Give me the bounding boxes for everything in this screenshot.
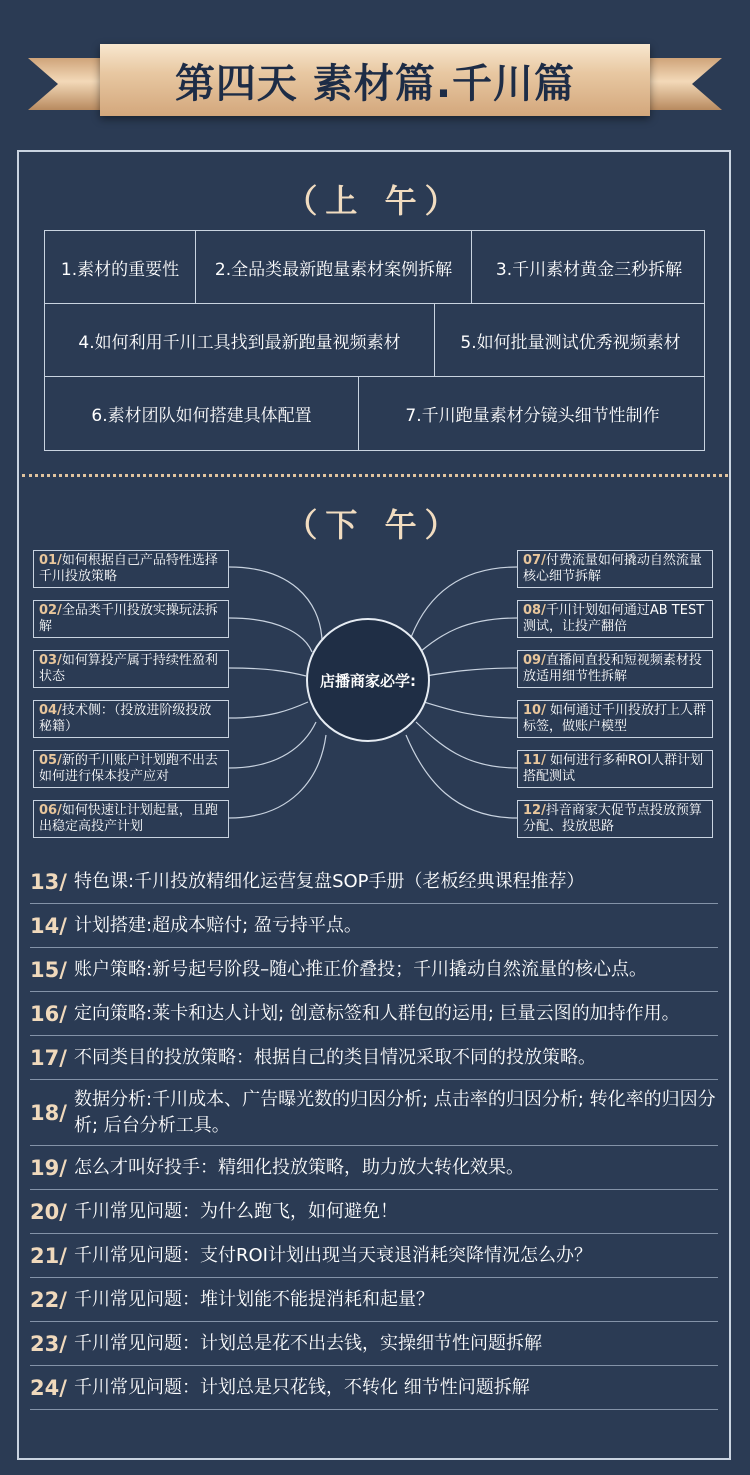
item-number: 13/	[30, 869, 67, 894]
item-text: 技术侧：（投放进阶级投放秘籍）	[39, 703, 212, 734]
item-number: 10/	[523, 703, 546, 718]
list-item	[30, 1146, 718, 1190]
list-item	[30, 948, 718, 992]
item-number: 24/	[30, 1375, 67, 1400]
item-text: 数据分析:千川成本、广告曝光数的归因分析; 点击率的归因分析; 转化率的归因分析; 后台分析工具。	[74, 1088, 716, 1136]
list-item	[30, 860, 718, 904]
item-number: 17/	[30, 1045, 67, 1070]
item-number: 19/	[30, 1155, 67, 1180]
mindmap-item	[33, 750, 229, 788]
mindmap-item	[33, 700, 229, 738]
mindmap-item	[517, 800, 713, 838]
grid-cell: 2.全品类最新跑量素材案例拆解	[195, 231, 471, 303]
page-title: 第四天 素材篇.千川篇	[174, 60, 576, 107]
mindmap-item	[33, 550, 229, 588]
list-item	[30, 904, 718, 948]
item-text: 新的千川账户计划跑不出去如何进行保本投产应对	[39, 753, 218, 784]
grid-cell: 7.千川跑量素材分镜头细节性制作	[358, 377, 706, 450]
list-item	[30, 992, 718, 1036]
mindmap-item	[33, 600, 229, 638]
mindmap-center	[306, 618, 430, 742]
mindmap-item	[33, 800, 229, 838]
item-number: 15/	[30, 957, 67, 982]
item-number: 11/	[523, 753, 546, 768]
item-text: 如何快速让计划起量，且跑出稳定高投产计划	[39, 803, 218, 834]
afternoon-heading: （下 午）	[285, 506, 465, 544]
item-text: 付费流量如何撬动自然流量核心细节拆解	[523, 553, 702, 584]
item-text: 怎么才叫好投手：精细化投放策略，助力放大转化效果。	[74, 1156, 524, 1178]
center-label: 店播商家必学:	[320, 671, 416, 690]
item-text: 如何根据自己产品特性选择千川投放策略	[39, 553, 218, 584]
item-number: 12/	[523, 803, 546, 818]
item-text: 直播间直投和短视频素材投放适用细节性拆解	[523, 653, 702, 684]
topic-list	[30, 860, 718, 1410]
item-number: 18/	[30, 1100, 67, 1125]
list-item	[30, 1080, 718, 1146]
item-number: 20/	[30, 1199, 67, 1224]
item-text: 如何进行多种ROI人群计划搭配测试	[523, 753, 704, 784]
grid-cell: 4.如何利用千川工具找到最新跑量视频素材	[78, 332, 401, 353]
item-number: 16/	[30, 1001, 67, 1026]
item-text: 如何算投产属于持续性盈利状态	[39, 653, 218, 684]
item-number: 02/	[39, 603, 62, 618]
item-text: 千川常见问题：为什么跑飞，如何避免！	[74, 1200, 398, 1222]
mindmap-item	[33, 650, 229, 688]
grid-cell: 5.如何批量测试优秀视频素材	[434, 304, 706, 376]
list-item	[30, 1234, 718, 1278]
item-text: 千川常见问题：堆计划能不能提消耗和起量？	[74, 1288, 434, 1310]
item-number: 14/	[30, 913, 67, 938]
item-text: 如何通过千川投放打上人群标签，做账户模型	[523, 703, 706, 734]
list-item	[30, 1190, 718, 1234]
item-number: 21/	[30, 1243, 67, 1268]
mindmap-item	[517, 650, 713, 688]
grid-cell: 3.千川素材黄金三秒拆解	[471, 231, 706, 303]
mindmap-item	[517, 550, 713, 588]
grid-cell: 1.素材的重要性	[60, 259, 180, 280]
item-text: 千川常见问题：计划总是只花钱，不转化 细节性问题拆解	[74, 1376, 530, 1398]
item-number: 05/	[39, 753, 62, 768]
list-item	[30, 1322, 718, 1366]
grid-cell: 6.素材团队如何搭建具体配置	[91, 406, 312, 426]
item-text: 千川常见问题：计划总是花不出去钱，实操细节性问题拆解	[74, 1332, 542, 1354]
list-item	[30, 1278, 718, 1322]
item-text: 千川计划如何通过AB TEST测试，让投产翻倍	[523, 603, 705, 634]
item-number: 22/	[30, 1287, 67, 1312]
list-item	[30, 1366, 718, 1410]
item-text: 全品类千川投放实操玩法拆解	[39, 603, 218, 634]
morning-heading: （上 午）	[285, 182, 465, 220]
item-number: 06/	[39, 803, 62, 818]
list-item	[30, 1036, 718, 1080]
item-number: 09/	[523, 653, 546, 668]
item-number: 01/	[39, 553, 62, 568]
item-number: 03/	[39, 653, 62, 668]
item-number: 08/	[523, 603, 546, 618]
item-number: 23/	[30, 1331, 67, 1356]
item-text: 抖音商家大促节点投放预算分配、投放思路	[523, 803, 702, 834]
item-text: 特色课:千川投放精细化运营复盘SOP手册（老板经典课程推荐）	[74, 870, 585, 892]
item-text: 账户策略:新号起号阶段–随心推正价叠投；千川撬动自然流量的核心点。	[74, 958, 648, 980]
mindmap-item	[517, 600, 713, 638]
item-text: 定向策略:莱卡和达人计划; 创意标签和人群包的运用; 巨量云图的加持作用。	[74, 1002, 680, 1024]
item-number: 07/	[523, 553, 546, 568]
item-text: 计划搭建:超成本赔付; 盈亏持平点。	[74, 914, 362, 936]
mindmap-item	[517, 750, 713, 788]
item-number: 04/	[39, 703, 62, 718]
item-text: 千川常见问题：支付ROI计划出现当天衰退消耗突降情况怎么办？	[74, 1244, 592, 1266]
mindmap-item	[517, 700, 713, 738]
item-text: 不同类目的投放策略：根据自己的类目情况采取不同的投放策略。	[74, 1046, 596, 1068]
